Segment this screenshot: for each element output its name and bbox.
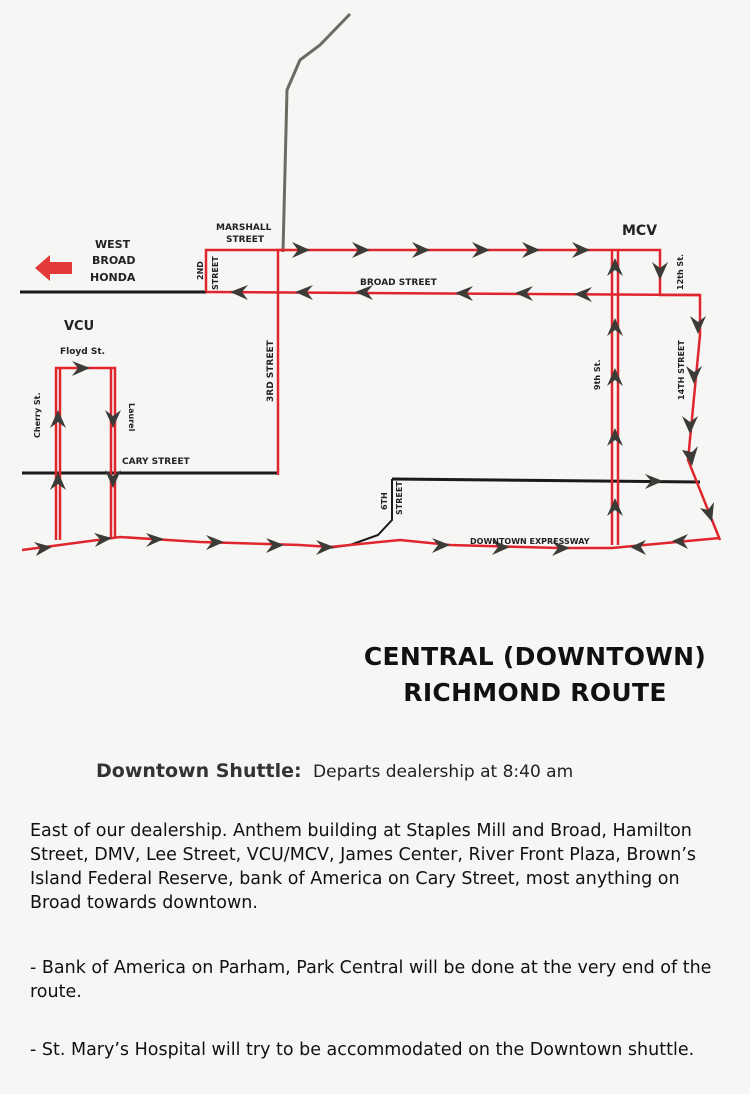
note-parham: - Bank of America on Parham, Park Central will be done at the very end of the route. bbox=[30, 958, 712, 1002]
label-cary: CARY STREET bbox=[122, 457, 190, 467]
road-sixth-street bbox=[328, 479, 392, 548]
arrow-ninth-4 bbox=[607, 428, 623, 446]
arrow-cherry-2 bbox=[50, 472, 66, 490]
arrow-ninth-3 bbox=[607, 368, 623, 386]
shuttle-departure: Departs dealership at 8:40 am bbox=[313, 762, 574, 782]
label-broad-street: BROAD STREET bbox=[360, 278, 437, 288]
arrow-expressway-6 bbox=[316, 540, 334, 555]
arrow-ninth-1 bbox=[607, 258, 623, 276]
route-vcu-loop bbox=[56, 368, 115, 540]
west-arrow-icon bbox=[35, 255, 72, 281]
label-second-bottom: STREET bbox=[211, 256, 220, 290]
label-cherry: Cherry St. bbox=[33, 392, 42, 438]
label-laurel: Laurel bbox=[127, 403, 136, 432]
route-expressway bbox=[22, 537, 720, 550]
stops-paragraph: East of our dealership. Anthem building at Staples Mill and Broad, Hamilton Street, DMV, Lee Street, VCU/MCV, James Center, River Front Plaza, Brown’s Island Federal Reserve, bank of America on Cary Street, most anything on Broad towards downtown. bbox=[30, 821, 697, 913]
arrow-ninth-5 bbox=[607, 498, 623, 516]
arrow-fourteenth-2 bbox=[686, 366, 702, 384]
label-west: WEST bbox=[95, 238, 131, 251]
label-second-top: 2ND bbox=[196, 261, 205, 280]
route-title-line2: RICHMOND ROUTE bbox=[403, 678, 667, 707]
label-expressway: DOWNTOWN EXPRESSWAY bbox=[470, 537, 590, 546]
arrow-ninth-2 bbox=[607, 318, 623, 336]
label-sixth-bottom: STREET bbox=[395, 481, 404, 515]
arrow-expressway-5 bbox=[266, 538, 284, 553]
label-third-street: 3RD STREET bbox=[266, 340, 276, 402]
label-honda: HONDA bbox=[90, 271, 136, 284]
label-vcu: VCU bbox=[64, 319, 95, 334]
arrow-fourteenth-3 bbox=[682, 416, 698, 434]
label-mcv: MCV bbox=[622, 223, 658, 239]
label-fourteenth: 14TH STREET bbox=[677, 340, 686, 400]
note-st-marys: - St. Mary’s Hospital will try to be accommodated on the Downtown shuttle. bbox=[30, 1040, 695, 1060]
shuttle-label: Downtown Shuttle: bbox=[96, 760, 302, 782]
shuttle-info bbox=[96, 760, 573, 782]
route-broad-street bbox=[206, 292, 700, 295]
label-marshall-1: MARSHALL bbox=[216, 223, 272, 233]
arrow-laurel-1 bbox=[105, 410, 121, 428]
label-ninth: 9th St. bbox=[593, 359, 602, 390]
label-twelfth: 12th St. bbox=[676, 253, 685, 290]
label-marshall-2: STREET bbox=[226, 235, 264, 245]
route-title-line1: CENTRAL (DOWNTOWN) bbox=[363, 642, 707, 671]
label-floyd: Floyd St. bbox=[60, 347, 106, 357]
road-north-highway bbox=[283, 14, 350, 252]
label-broad: BROAD bbox=[92, 254, 136, 267]
map-labels bbox=[33, 223, 686, 546]
label-sixth-top: 6TH bbox=[380, 492, 389, 510]
arrow-expressway-7 bbox=[432, 538, 450, 553]
arrow-expressway-10 bbox=[630, 540, 646, 555]
arrow-cherry-1 bbox=[50, 410, 66, 428]
arrow-fourteenth-1 bbox=[690, 316, 706, 334]
